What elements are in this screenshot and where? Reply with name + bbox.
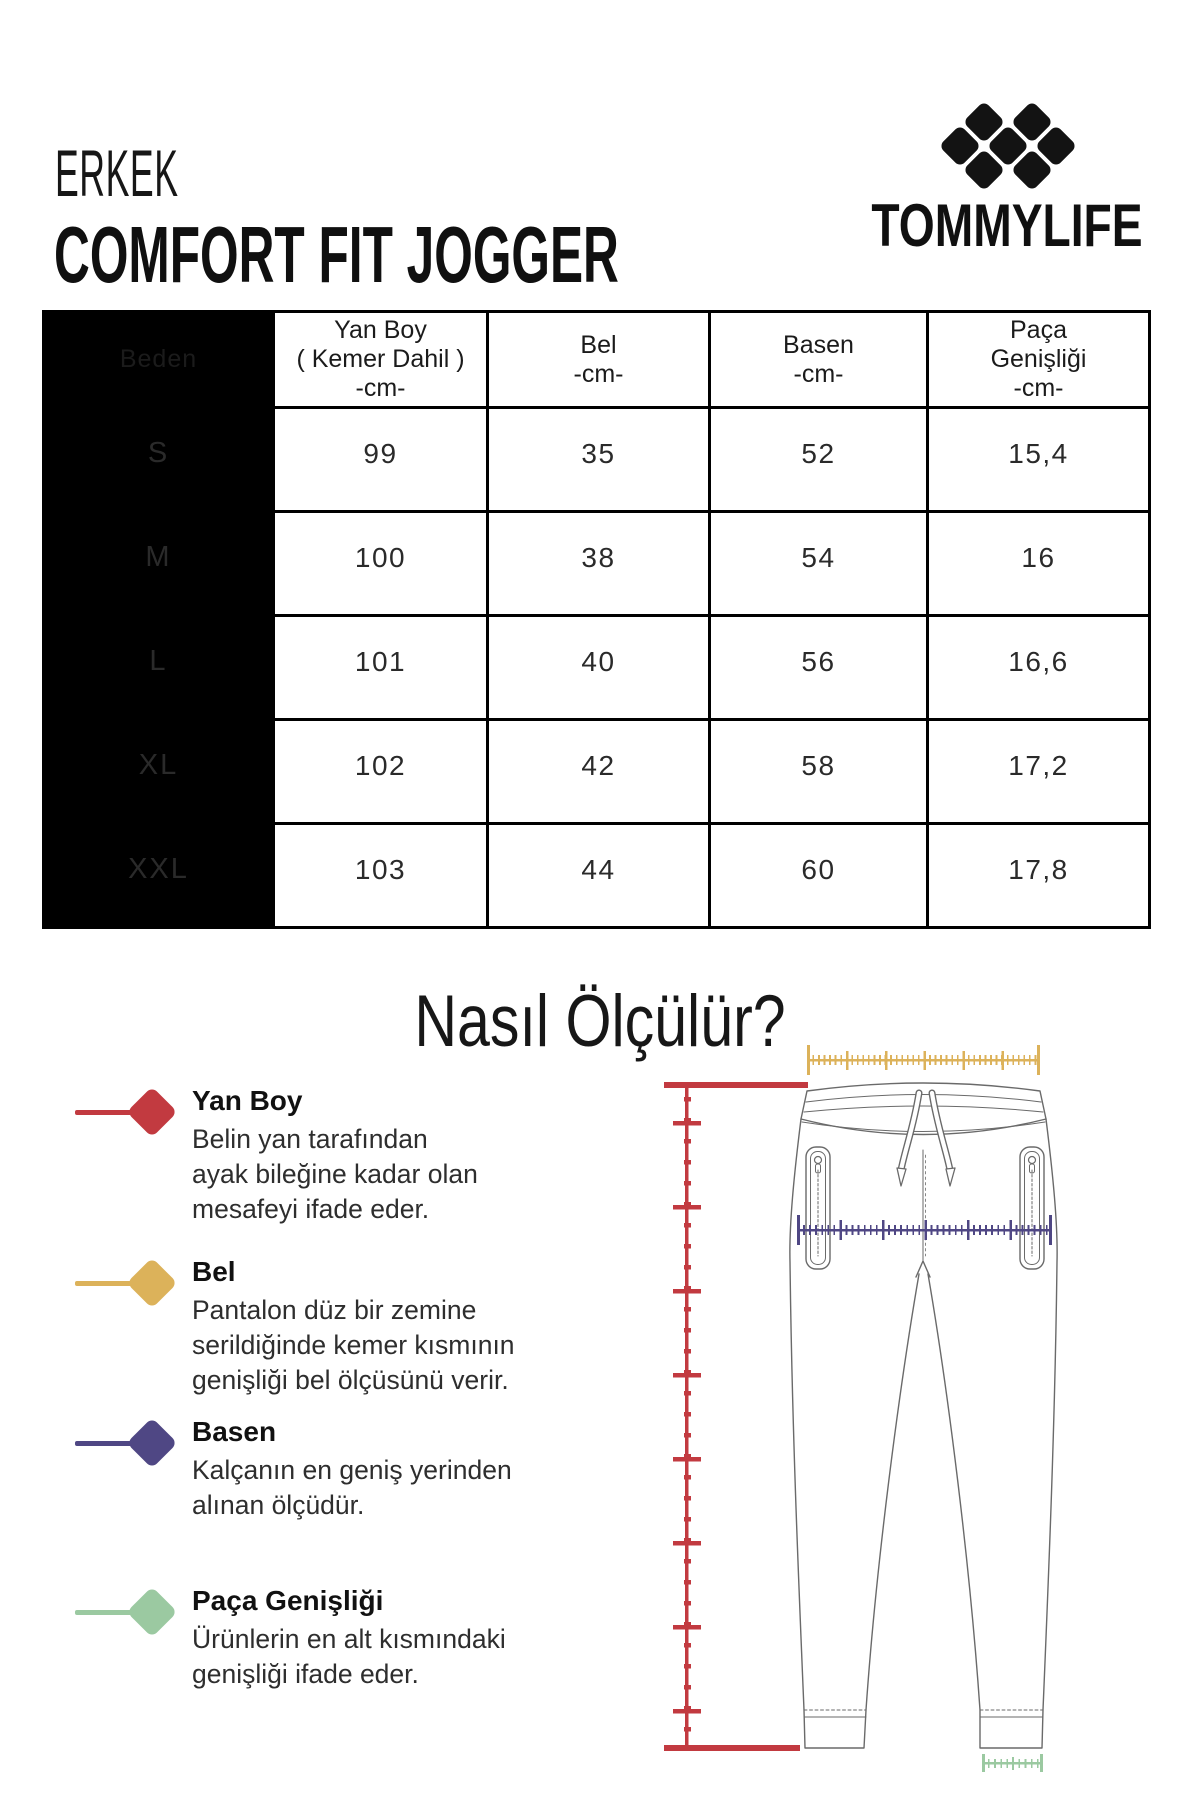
cell-value: 40 <box>488 616 710 720</box>
side-length-ruler-bottom-bar <box>664 1745 800 1751</box>
table-row <box>44 824 1150 928</box>
cell-value: 54 <box>710 512 928 616</box>
side-length-ruler-top-bar <box>664 1082 808 1088</box>
brand-name: TOMMYLIFE <box>871 192 1143 259</box>
legend-desc-line: alınan ölçüdür. <box>192 1490 365 1520</box>
cell-value: 15,4 <box>928 408 1150 512</box>
legend-desc-line: genişliği bel ölçüsünü verir. <box>192 1365 509 1395</box>
legend-basen <box>192 1416 622 1523</box>
size-table-header-row <box>44 312 1150 408</box>
cell-value: 35 <box>488 408 710 512</box>
cell-value: 17,8 <box>928 824 1150 928</box>
cell-value: 16,6 <box>928 616 1150 720</box>
cell-value: 56 <box>710 616 928 720</box>
cell-value: 16 <box>928 512 1150 616</box>
gender-subtitle: ERKEK <box>55 136 179 210</box>
size-table-corner-cell: Beden <box>44 312 274 408</box>
cell-value: 42 <box>488 720 710 824</box>
cell-value: 38 <box>488 512 710 616</box>
legend-desc-line: ayak bileğine kadar olan <box>192 1159 478 1189</box>
cell-value: 58 <box>710 720 928 824</box>
waist-width-ruler-gold <box>807 1045 1040 1075</box>
legend-title: Basen <box>192 1416 277 1447</box>
hem-width-ruler-green <box>982 1754 1043 1772</box>
legend-title: Bel <box>192 1256 236 1287</box>
legend-paca-genisligi <box>192 1585 622 1692</box>
legend-desc-line: mesafeyi ifade eder. <box>192 1194 430 1224</box>
size-label: XL <box>44 720 274 824</box>
cell-value: 44 <box>488 824 710 928</box>
cell-value: 103 <box>274 824 488 928</box>
legend-desc-line: genişliği ifade eder. <box>192 1659 419 1689</box>
legend-desc-line: serildiğinde kemer kısmının <box>192 1330 515 1360</box>
product-title: COMFORT FIT JOGGER <box>54 210 619 299</box>
legend-desc-line: Pantalon düz bir zemine <box>192 1295 477 1325</box>
tommylife-logo-icon <box>930 96 1086 196</box>
cell-value: 17,2 <box>928 720 1150 824</box>
table-row <box>44 720 1150 824</box>
legend-desc-line: Belin yan tarafından <box>192 1124 428 1154</box>
side-length-ruler-red <box>672 1085 702 1748</box>
col-header-paca: Paça Genişliği -cm- <box>928 312 1150 408</box>
col-header-bel: Bel -cm- <box>488 312 710 408</box>
gold-diamond-marker-icon <box>75 1281 137 1286</box>
red-diamond-marker-icon <box>75 1110 137 1115</box>
jogger-pants-sketch-icon <box>650 1030 1080 1790</box>
cell-value: 99 <box>274 408 488 512</box>
green-diamond-marker-icon <box>75 1610 137 1615</box>
legend-yan-boy <box>192 1085 622 1227</box>
cell-value: 60 <box>710 824 928 928</box>
table-row <box>44 512 1150 616</box>
legend-desc-line: Kalçanın en geniş yerinden <box>192 1455 512 1485</box>
size-table <box>42 310 1151 929</box>
legend-bel <box>192 1256 622 1398</box>
table-row <box>44 408 1150 512</box>
size-label: M <box>44 512 274 616</box>
how-to-measure-heading: Nasıl Ölçülür? <box>414 981 786 1062</box>
cell-value: 102 <box>274 720 488 824</box>
size-label: L <box>44 616 274 720</box>
table-row <box>44 616 1150 720</box>
legend-title: Paça Genişliği <box>192 1585 384 1616</box>
cell-value: 52 <box>710 408 928 512</box>
size-label: XXL <box>44 824 274 928</box>
cell-value: 100 <box>274 512 488 616</box>
size-label: S <box>44 408 274 512</box>
cell-value: 101 <box>274 616 488 720</box>
legend-desc-line: Ürünlerin en alt kısmındaki <box>192 1624 506 1654</box>
col-header-basen: Basen -cm- <box>710 312 928 408</box>
purple-diamond-marker-icon <box>75 1441 137 1446</box>
col-header-yan-boy: Yan Boy ( Kemer Dahil ) -cm- <box>274 312 488 408</box>
hip-width-ruler-purple <box>797 1215 1052 1245</box>
legend-title: Yan Boy <box>192 1085 303 1116</box>
